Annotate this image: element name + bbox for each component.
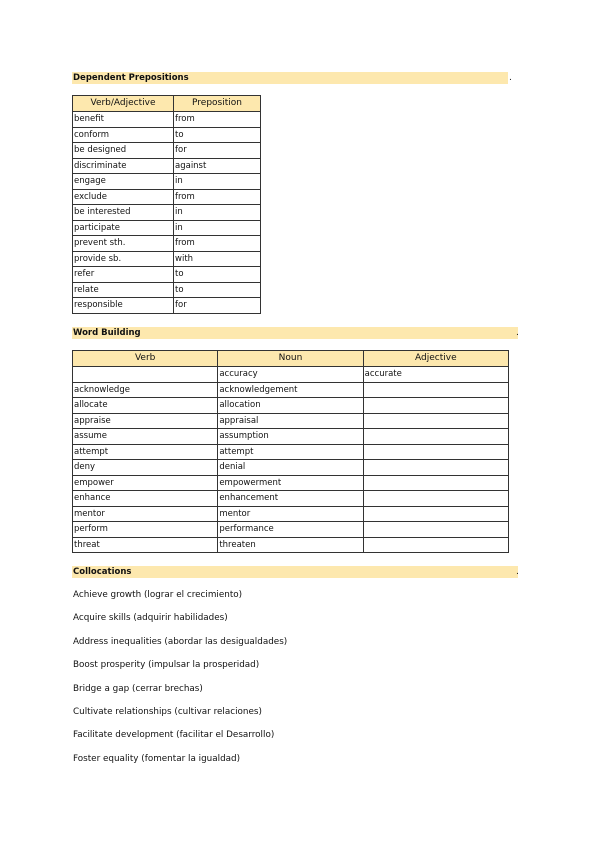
table-cell xyxy=(363,537,508,553)
table-header-row xyxy=(73,351,509,367)
table-cell: to xyxy=(174,282,261,298)
table-row xyxy=(73,413,509,429)
table-row xyxy=(73,367,509,383)
table-cell: appraise xyxy=(73,413,218,429)
table-cell: allocation xyxy=(218,398,363,414)
table-cell: assumption xyxy=(218,429,363,445)
table-row xyxy=(73,491,509,507)
table-cell: from xyxy=(174,189,261,205)
section-heading-word-building: Word Building xyxy=(72,327,518,339)
word-building-table xyxy=(72,350,509,553)
table-row xyxy=(73,220,261,236)
table-row xyxy=(73,158,261,174)
table-cell: empowerment xyxy=(218,475,363,491)
collocation-item: Acquire skills (adquirir habilidades) xyxy=(73,613,228,624)
collocation-item: Boost prosperity (impulsar la prosperidad) xyxy=(73,660,260,671)
table-cell: from xyxy=(174,236,261,252)
collocation-item: Facilitate development (facilitar el Desarrollo) xyxy=(73,730,275,741)
table-row xyxy=(73,251,261,267)
table-cell: in xyxy=(174,220,261,236)
collocations-list xyxy=(73,588,287,775)
column-header: Noun xyxy=(218,351,363,367)
table-cell: in xyxy=(174,205,261,221)
table-cell xyxy=(363,398,508,414)
table-row xyxy=(73,127,261,143)
heading-end-mark: . xyxy=(516,567,519,577)
table-cell: provide sb. xyxy=(73,251,174,267)
table-cell: allocate xyxy=(73,398,218,414)
section-heading-collocations: Collocations xyxy=(72,566,518,578)
table-cell xyxy=(363,413,508,429)
column-header: Verb/Adjective xyxy=(73,96,174,112)
table-row xyxy=(73,522,509,538)
collocation-item: Cultivate relationships (cultivar relaciones) xyxy=(73,706,262,717)
table-cell: prevent sth. xyxy=(73,236,174,252)
table-cell: denial xyxy=(218,460,363,476)
table-row xyxy=(73,475,509,491)
table-cell: responsible xyxy=(73,298,174,314)
table-row xyxy=(73,282,261,298)
table-cell: from xyxy=(174,112,261,128)
table-cell: accurate xyxy=(363,367,508,383)
table-cell: with xyxy=(174,251,261,267)
table-cell: to xyxy=(174,267,261,283)
table-cell: mentor xyxy=(73,506,218,522)
table-cell: be designed xyxy=(73,143,174,159)
table-cell xyxy=(73,367,218,383)
table-row xyxy=(73,298,261,314)
table-cell xyxy=(363,429,508,445)
table-cell: threaten xyxy=(218,537,363,553)
table-cell: enhance xyxy=(73,491,218,507)
column-header: Verb xyxy=(73,351,218,367)
table-cell: perform xyxy=(73,522,218,538)
table-cell: assume xyxy=(73,429,218,445)
table-cell: deny xyxy=(73,460,218,476)
table-row xyxy=(73,537,509,553)
table-cell: accuracy xyxy=(218,367,363,383)
table-cell: in xyxy=(174,174,261,190)
table-cell xyxy=(363,460,508,476)
table-row xyxy=(73,429,509,445)
table-cell: exclude xyxy=(73,189,174,205)
table-cell: discriminate xyxy=(73,158,174,174)
collocation-item: Address inequalities (abordar las desigualdades) xyxy=(73,636,288,647)
table-cell: for xyxy=(174,298,261,314)
table-cell: relate xyxy=(73,282,174,298)
table-cell: enhancement xyxy=(218,491,363,507)
table-cell: benefit xyxy=(73,112,174,128)
table-cell xyxy=(363,444,508,460)
table-cell: attempt xyxy=(218,444,363,460)
table-cell: be interested xyxy=(73,205,174,221)
table-row xyxy=(73,174,261,190)
table-row xyxy=(73,112,261,128)
table-cell xyxy=(363,506,508,522)
table-row xyxy=(73,267,261,283)
column-header: Preposition xyxy=(174,96,261,112)
table-cell: to xyxy=(174,127,261,143)
heading-end-mark: . xyxy=(516,328,519,338)
table-cell: appraisal xyxy=(218,413,363,429)
table-cell: attempt xyxy=(73,444,218,460)
table-row xyxy=(73,398,509,414)
table-row xyxy=(73,189,261,205)
table-row xyxy=(73,205,261,221)
table-cell: participate xyxy=(73,220,174,236)
collocation-item: Achieve growth (lograr el crecimiento) xyxy=(73,590,243,600)
table-cell xyxy=(363,522,508,538)
table-row xyxy=(73,382,509,398)
table-cell: for xyxy=(174,143,261,159)
table-cell xyxy=(363,475,508,491)
table-row xyxy=(73,460,509,476)
heading-end-mark: . xyxy=(509,73,512,83)
collocation-item: Bridge a gap (cerrar brechas) xyxy=(73,683,203,694)
dependent-prepositions-table xyxy=(72,95,261,314)
table-header-row xyxy=(73,96,261,112)
table-cell xyxy=(363,382,508,398)
table-cell: acknowledge xyxy=(73,382,218,398)
table-cell: engage xyxy=(73,174,174,190)
table-cell: mentor xyxy=(218,506,363,522)
table-cell: empower xyxy=(73,475,218,491)
table-cell: performance xyxy=(218,522,363,538)
table-cell: refer xyxy=(73,267,174,283)
collocation-item: Foster equality (fomentar la igualdad) xyxy=(73,753,241,764)
table-row xyxy=(73,506,509,522)
column-header: Adjective xyxy=(363,351,508,367)
section-heading-dependent-prepositions: Dependent Prepositions xyxy=(72,72,508,84)
table-cell: threat xyxy=(73,537,218,553)
table-cell: conform xyxy=(73,127,174,143)
table-row xyxy=(73,236,261,252)
table-row xyxy=(73,143,261,159)
table-cell: against xyxy=(174,158,261,174)
table-cell xyxy=(363,491,508,507)
table-cell: acknowledgement xyxy=(218,382,363,398)
table-row xyxy=(73,444,509,460)
